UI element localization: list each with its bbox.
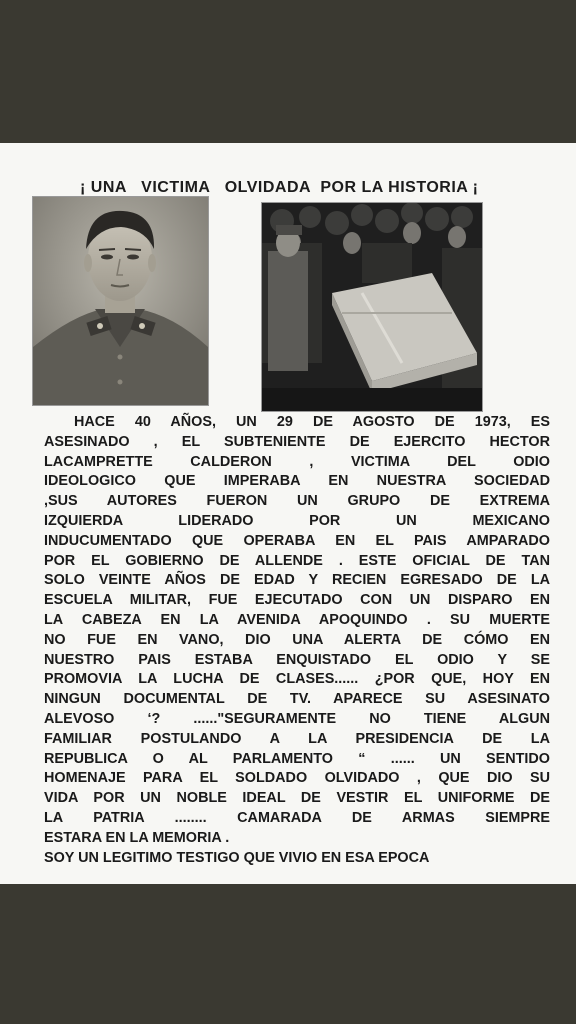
headline: ¡ UNA VICTIMA OLVIDADA POR LA HISTORIA ¡ (80, 179, 479, 196)
article-line: VIDA POR UN NOBLE IDEAL DE VESTIR EL UNIFORME DE (44, 790, 550, 807)
article-line: NO FUE EN VANO, DIO UNA ALERTA DE CÓMO EN (44, 631, 550, 648)
article-line: LA PATRIA ........ CAMARADA DE ARMAS SIEMPRE (44, 809, 550, 826)
article-line: ALEVOSO ‘? ......"SEGURAMENTE NO TIENE ALGUN (44, 710, 550, 727)
article-line: ESTARA EN LA MEMORIA . (44, 829, 230, 846)
article-line: INDUCUMENTADO QUE OPERABA EN EL PAIS AMPARADO (44, 532, 550, 549)
article-line: HOMENAJE PARA EL SOLDADO OLVIDADO , QUE DIO SU (44, 770, 550, 787)
bottom-dark-band (0, 884, 576, 1024)
document-page (0, 143, 576, 884)
article-line: POR EL GOBIERNO DE ALLENDE . ESTE OFICIAL DE TAN (44, 552, 550, 569)
article-line: LACAMPRETTE CALDERON , VICTIMA DEL ODIO (44, 453, 550, 470)
funeral-crowd-photo (262, 203, 482, 411)
article-line: FAMILIAR POSTULANDO A LA PRESIDENCIA DE LA (44, 730, 550, 747)
article-body (44, 413, 550, 868)
article-line: NUESTRO PAIS ESTABA ENQUISTADO EL ODIO Y SE (44, 651, 550, 668)
soldier-portrait-photo (33, 197, 208, 405)
article-line: HACE 40 AÑOS, UN 29 DE AGOSTO DE 1973, ES (74, 414, 550, 430)
article-line: NINGUN DOCUMENTAL DE TV. APARECE SU ASESINATO (44, 691, 550, 708)
article-line: SOLO VEINTE AÑOS DE EDAD Y RECIEN EGRESADO DE LA (44, 572, 550, 589)
article-line: IDEOLOGICO QUE IMPERABA EN NUESTRA SOCIEDAD (44, 473, 550, 490)
top-dark-band (0, 0, 576, 143)
article-line: ,SUS AUTORES FUERON UN GRUPO DE EXTREMA (44, 493, 550, 510)
article-line: LA CABEZA EN LA AVENIDA APOQUINDO . SU MUERTE (44, 611, 550, 628)
article-line: IZQUIERDA LIDERADO POR UN MEXICANO (44, 512, 550, 529)
article-line: REPUBLICA O AL PARLAMENTO “ ...... UN SENTIDO (44, 750, 550, 767)
article-line: ESCUELA MILITAR, FUE EJECUTADO CON UN DISPARO EN (44, 592, 550, 609)
article-line: SOY UN LEGITIMO TESTIGO QUE VIVIO EN ESA EPOCA (44, 849, 430, 866)
article-line: PROMOVIA LA LUCHA DE CLASES...... ¿POR QUE, HOY EN (44, 671, 550, 688)
article-line: ASESINADO , EL SUBTENIENTE DE EJERCITO HECTOR (44, 433, 550, 450)
